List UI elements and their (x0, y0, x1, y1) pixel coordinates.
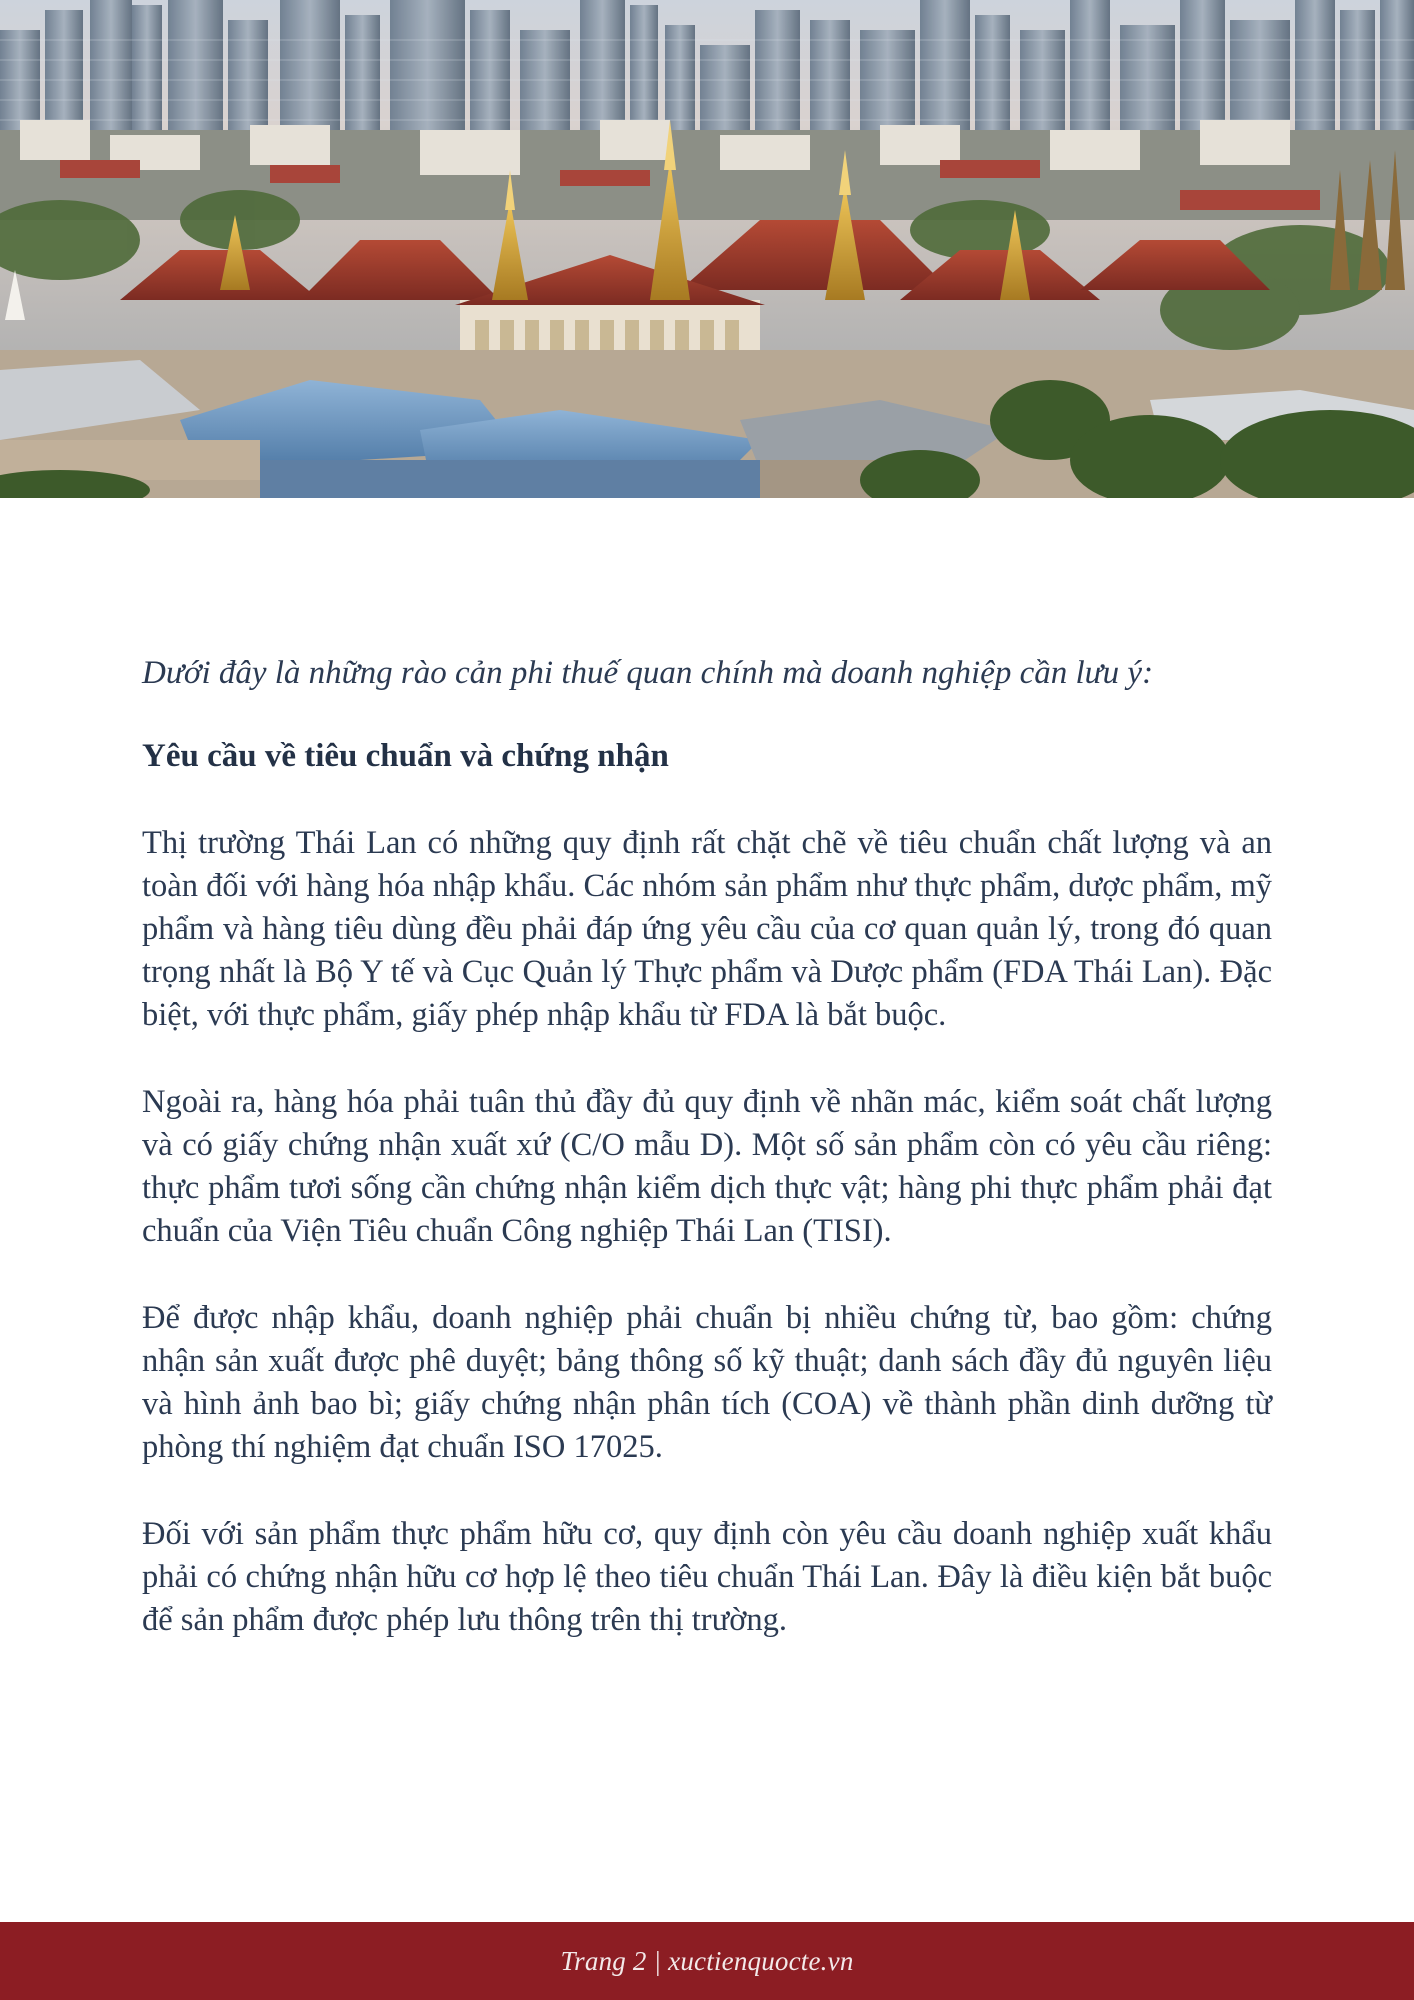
paragraph-3: Để được nhập khẩu, doanh nghiệp phải chuẩn bị nhiều chứng từ, bao gồm: chứng nhận sản xuất được phê duyệt; bảng thông số kỹ thuật; danh sách đầy đủ nguyên liệu và hình ảnh bao bì; giấy chứng nhận phân tích (COA) về thành phần dinh dưỡng từ phòng thí nghiệm đạt chuẩn ISO 17025. (142, 1300, 1272, 1465)
section-heading: Yêu cầu về tiêu chuẩn và chứng nhận (142, 738, 669, 774)
footer-page-label: Trang 2 | xuctienquocte.vn (560, 1945, 854, 1976)
header-photo (0, 0, 1414, 498)
article-body (142, 652, 1272, 1642)
paragraph-1: Thị trường Thái Lan có những quy định rất chặt chẽ về tiêu chuẩn chất lượng và an toàn đối với hàng hóa nhập khẩu. Các nhóm sản phẩm như thực phẩm, dược phẩm, mỹ phẩm và hàng tiêu dùng đều phải đáp ứng yêu cầu của cơ quan quản lý, trong đó quan trọng nhất là Bộ Y tế và Cục Quản lý Thực phẩm và Dược phẩm (FDA Thái Lan). Đặc biệt, với thực phẩm, giấy phép nhập khẩu từ FDA là bắt buộc. (142, 825, 1272, 1033)
page-footer (0, 1922, 1414, 2000)
grand-palace-skyline-illustration (0, 0, 1414, 498)
paragraph-4: Đối với sản phẩm thực phẩm hữu cơ, quy định còn yêu cầu doanh nghiệp xuất khẩu phải có chứng nhận hữu cơ hợp lệ theo tiêu chuẩn Thái Lan. Đây là điều kiện bắt buộc để sản phẩm được phép lưu thông trên thị trường. (142, 1516, 1272, 1638)
intro-sentence: Dưới đây là những rào cản phi thuế quan chính mà doanh nghiệp cần lưu ý: (142, 655, 1154, 691)
paragraph-2: Ngoài ra, hàng hóa phải tuân thủ đầy đủ quy định về nhãn mác, kiểm soát chất lượng và có giấy chứng nhận xuất xứ (C/O mẫu D). Một số sản phẩm còn có yêu cầu riêng: thực phẩm tươi sống cần chứng nhận kiểm dịch thực vật; hàng phi thực phẩm phải đạt chuẩn của Viện Tiêu chuẩn Công nghiệp Thái Lan (TISI). (142, 1084, 1272, 1249)
